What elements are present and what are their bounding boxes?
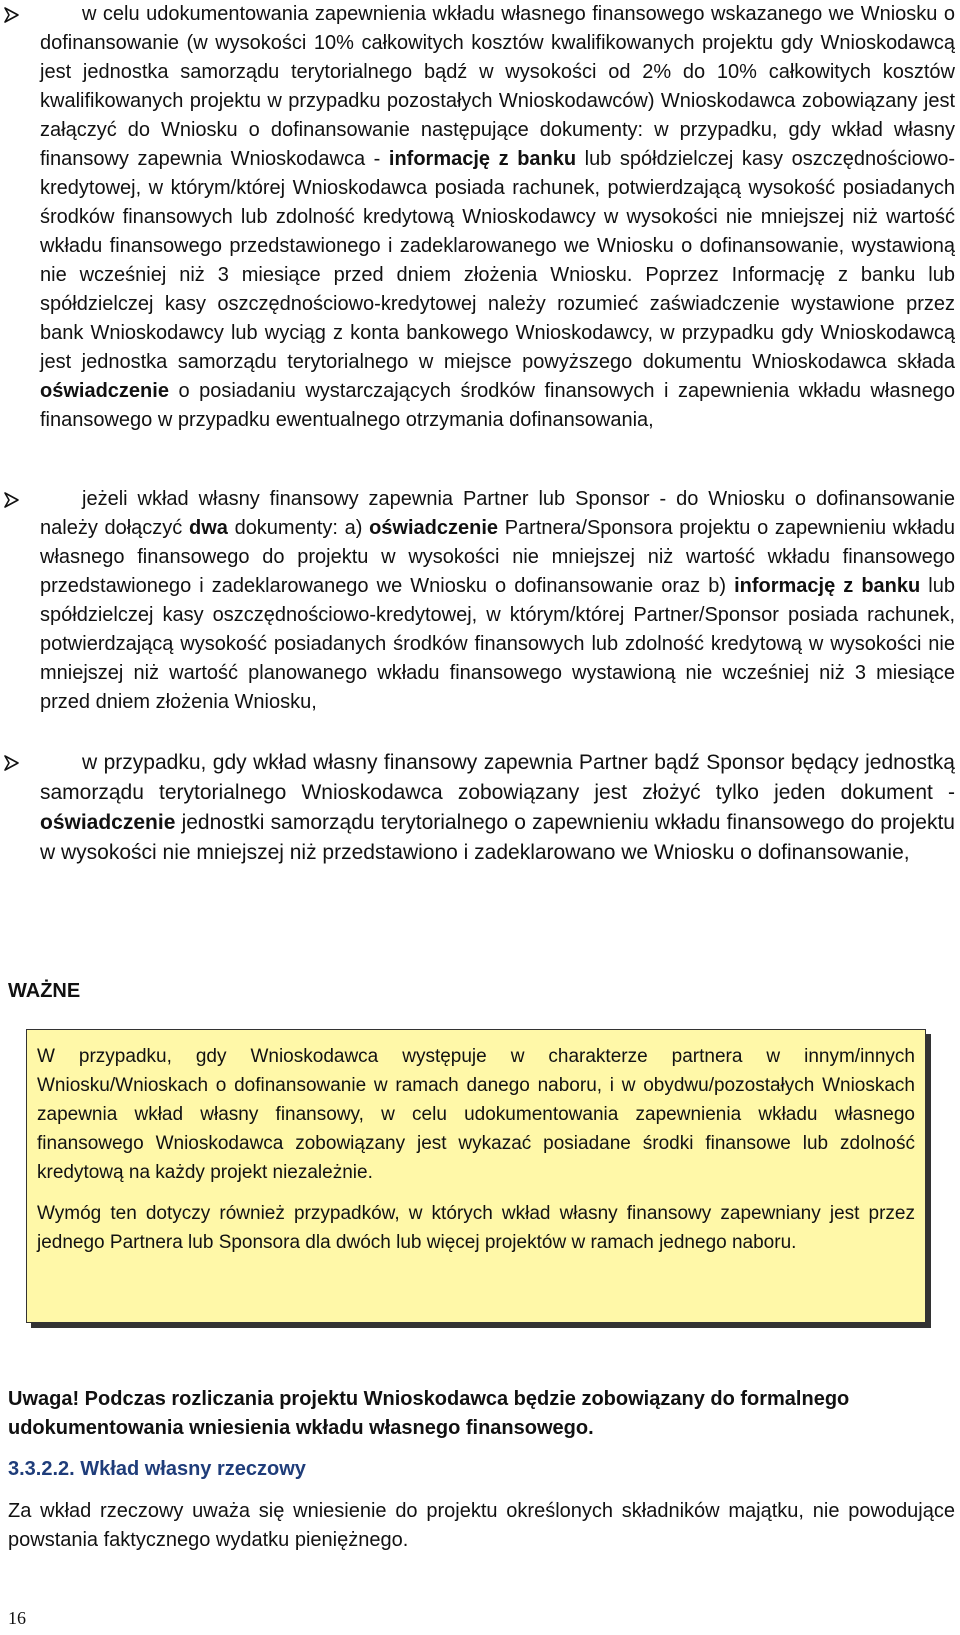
- bold-text: oświadczenie: [40, 380, 169, 402]
- bold-text: oświadczenie: [369, 517, 499, 539]
- page-number: 16: [8, 1608, 26, 1628]
- section-body: Za wkład rzeczowy uważa się wniesienie do projektu określonych składników majątku, nie powodujące powstania faktycznego wydatku pieniężnego.: [8, 1500, 955, 1551]
- section-heading: 3.3.2.2. Wkład własny rzeczowy: [8, 1458, 306, 1480]
- notice-paragraph-2: Wymóg ten dotyczy również przypadków, w których wkład własny finansowy zapewniany jest przez jednego Partnera lub Sponsora dla dwóch lub więcej projektów w ramach jednego naboru.: [37, 1203, 915, 1253]
- bold-text: dwa: [188, 517, 228, 539]
- bold-text: informację z banku: [734, 575, 921, 597]
- bullet-text: [40, 485, 955, 717]
- notice-paragraph-1: W przypadku, gdy Wnioskodawca występuje w charakterze partnera w innym/innych Wniosku/Wnioskach o dofinansowanie w ramach danego naboru, i w obydwu/pozostałych Wnioskach zapewnia wkład własny finansowy, w celu udokumentowania zapewnienia wkładu własnego finansowego Wnioskodawca zobowiązany jest wykazać posiadane środki finansowe lub zdolność kredytową na każdy projekt niezależnie.: [37, 1046, 915, 1183]
- text-run: lub spółdzielczej kasy oszczędnościowo-kredytowej, w którym/której Wnioskodawca posiada rachunek, potwierdzającą wysokość posiadanych środków finansowych lub zdolność kredytową Wnioskodawcy w wysokości nie mniejszej niż wartość wkładu finansowego przedstawionego i zadeklarowanego we Wniosku o dofinansowanie, wystawioną nie wcześniej niż 3 miesiące przed dniem złożenia Wniosku. Poprzez Informację z banku lub spółdzielczej kasy oszczędnościowo-kredytowej należy rozumieć zaświadczenie wystawione przez bank Wnioskodawcy lub wyciąg z konta bankowego Wnioskodawcy, w przypadku gdy Wnioskodawcą jest jednostka samorządu terytorialnego w miejsce powyższego dokumentu Wnioskodawca składa: [40, 148, 955, 373]
- bold-text: oświadczenie: [40, 811, 176, 834]
- bullet-item-2: [40, 485, 955, 717]
- bold-text: informację z banku: [388, 148, 577, 170]
- arrow-bullet-icon: [3, 748, 25, 777]
- important-label: WAŻNE: [8, 980, 81, 1002]
- text-run: lub spółdzielczej kasy oszczędnościowo-kredytowej, w którym/której Partner/Sponsor posiada rachunek, potwierdzającą wysokość posiadanych środków finansowych lub zdolność kredytową w wysokości nie mniejszej niż wartość planowanego wkładu finansowego wystawioną nie wcześniej niż 3 miesiące przed dniem złożenia Wniosku,: [40, 575, 955, 713]
- text-run: o posiadaniu wystarczających środków finansowych i zapewnienia wkładu własnego finansowego w przypadku ewentualnego otrzymania dofinansowania,: [40, 380, 955, 431]
- text-run: Partnera/Sponsora projektu o zapewnieniu wkładu własnego finansowego do projektu w wysokości nie mniejszej niż wartość wkładu finansowego przedstawionego i zadeklarowanego we Wniosku o dofinansowanie oraz b): [40, 517, 956, 597]
- bullet-text: [40, 748, 955, 868]
- bullet-item-1: [40, 0, 955, 435]
- important-notice-box: [26, 1029, 926, 1323]
- text-run: jeżeli wkład własny finansowy zapewnia Partner lub Sponsor - do Wniosku o dofinansowanie należy dołączyć: [40, 488, 955, 539]
- text-run: w przypadku, gdy wkład własny finansowy zapewnia Partner bądź Sponsor będący jednostką samorządu terytorialnego Wnioskodawca zobowiązany jest złożyć tylko jeden dokument -: [40, 751, 955, 804]
- arrow-bullet-icon: [3, 485, 25, 514]
- bullet-text: [40, 0, 955, 435]
- text-run: dokumenty: a): [227, 517, 370, 539]
- warning-text: Uwaga! Podczas rozliczania projektu Wnioskodawca będzie zobowiązany do formalnego udokumentowania wniesienia wkładu własnego finansowego.: [8, 1388, 850, 1439]
- arrow-bullet-icon: [3, 0, 25, 29]
- bullet-item-3: [40, 748, 955, 868]
- text-run: jednostki samorządu terytorialnego o zapewnieniu wkładu finansowego do projektu w wysokości nie mniejszej niż przedstawiono i zadeklarowano we Wniosku o dofinansowanie,: [40, 811, 955, 864]
- text-run: w celu udokumentowania zapewnienia wkładu własnego finansowego wskazanego we Wniosku o dofinansowanie (w wysokości 10% całkowitych kosztów kwalifikowanych projektu gdy Wnioskodawcą jest jednostka samorządu terytorialnego bądź w wysokości od 2% do 10% całkowitych kosztów kwalifikowanych projektu w przypadku pozostałych Wnioskodawców) Wnioskodawca zobowiązany jest załączyć do Wniosku o dofinansowanie następujące dokumenty: w przypadku, gdy wkład własny finansowy zapewnia Wnioskodawca -: [40, 3, 955, 170]
